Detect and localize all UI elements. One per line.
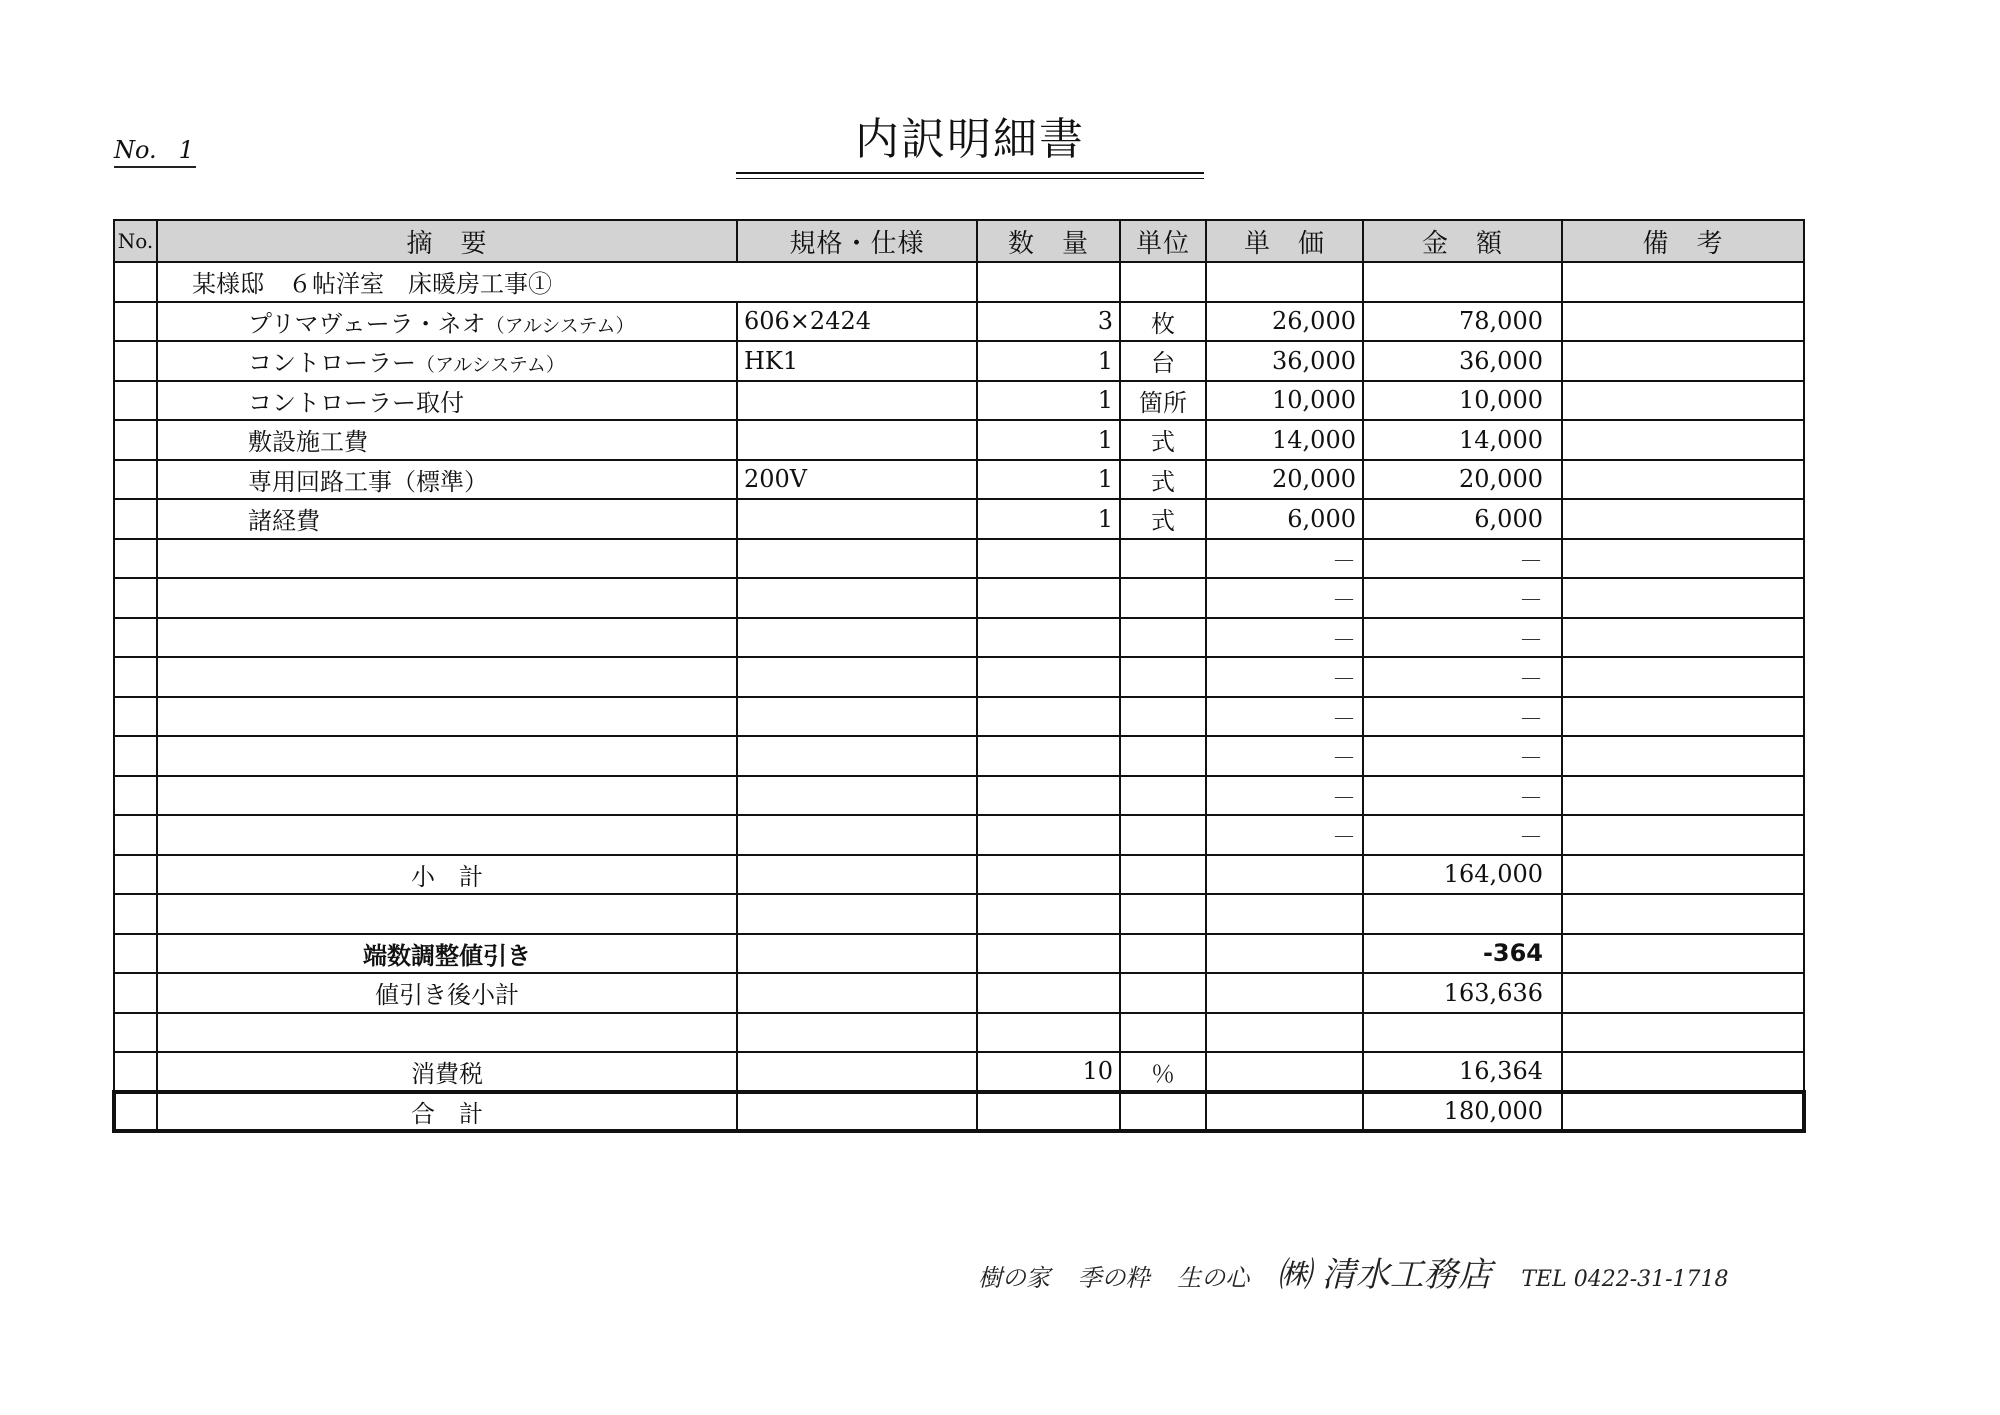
cell-summary: [157, 894, 737, 934]
cell-amount: [1363, 894, 1562, 934]
cell-remarks: [1562, 1052, 1804, 1092]
blank-row: [114, 657, 1804, 697]
cell-unit: [1120, 697, 1206, 737]
item-name: [157, 460, 737, 500]
cell-unit: [1120, 1092, 1206, 1132]
cell-price: [1206, 855, 1363, 895]
item-unit: 式: [1120, 499, 1206, 539]
cell-remarks: [1562, 815, 1804, 855]
cell-qty: [977, 934, 1120, 974]
cell-summary: [157, 657, 737, 697]
blank-amount: －: [1363, 618, 1562, 658]
footer-motto-1: 樹の家: [978, 1264, 1050, 1292]
header-row: [114, 220, 1804, 262]
cell-no: [114, 1052, 157, 1092]
cell-remarks: [1562, 697, 1804, 737]
cell-qty: [977, 973, 1120, 1013]
cell-no: [114, 618, 157, 658]
item-remarks: [1562, 420, 1804, 460]
cell-unit: [1120, 618, 1206, 658]
item-name-text: コントローラー: [248, 349, 416, 378]
item-spec: 606×2424: [737, 302, 977, 342]
cell-summary: [157, 618, 737, 658]
cell-remarks: [1562, 1013, 1804, 1053]
blank-amount: －: [1363, 815, 1562, 855]
company-name: ㈱ 清水工務店: [1276, 1255, 1492, 1295]
item-amount: 14,000: [1363, 420, 1562, 460]
cell-no: [114, 381, 157, 421]
item-unit: 台: [1120, 341, 1206, 381]
blank-unit-price: －: [1206, 736, 1363, 776]
item-qty: 1: [977, 420, 1120, 460]
cell-unit: [1120, 657, 1206, 697]
cell-no: [114, 855, 157, 895]
item-name: [157, 420, 737, 460]
blank-row: [114, 618, 1804, 658]
cell-qty: [977, 618, 1120, 658]
cell-qty: [977, 262, 1120, 302]
cell-price: [1206, 934, 1363, 974]
item-qty: 1: [977, 460, 1120, 500]
blank-row: [114, 539, 1804, 579]
table-row: [114, 381, 1804, 421]
item-amount: 78,000: [1363, 302, 1562, 342]
tax-rate: 10: [977, 1052, 1120, 1092]
blank-unit-price: －: [1206, 697, 1363, 737]
title-underline-thin: [736, 178, 1204, 179]
cell-spec: [737, 657, 977, 697]
item-qty: 1: [977, 341, 1120, 381]
cell-no: [114, 499, 157, 539]
subtotal-row: [114, 855, 1804, 895]
cell-spec: [737, 776, 977, 816]
cell-unit: [1120, 815, 1206, 855]
cell-summary: [157, 736, 737, 776]
blank-row: [114, 776, 1804, 816]
breakdown-table: [112, 219, 1806, 1133]
blank-amount: －: [1363, 539, 1562, 579]
footer-motto-2: 季の粋: [1077, 1264, 1150, 1292]
cell-unit: [1120, 973, 1206, 1013]
item-name: [157, 302, 737, 342]
item-name: [157, 341, 737, 381]
cell-no: [114, 776, 157, 816]
empty-row: [114, 894, 1804, 934]
cell-qty: [977, 776, 1120, 816]
tax-amount: 16,364: [1363, 1052, 1562, 1092]
table-row: [114, 302, 1804, 342]
cell-unit: [1120, 776, 1206, 816]
cell-price: [1206, 1013, 1363, 1053]
cell-unit: [1120, 262, 1206, 302]
cell-unit: [1120, 855, 1206, 895]
cell-no: [114, 657, 157, 697]
subtotal-label: 小 計: [157, 855, 737, 895]
blank-amount: －: [1363, 697, 1562, 737]
cell-remarks: [1562, 855, 1804, 895]
after-discount-row: [114, 973, 1804, 1013]
item-unit: 式: [1120, 420, 1206, 460]
cell-summary: [157, 578, 737, 618]
cell-qty: [977, 697, 1120, 737]
item-name-text: 敷設施工費: [248, 428, 368, 457]
cell-unit: [1120, 736, 1206, 776]
blank-amount: －: [1363, 776, 1562, 816]
blank-unit-price: －: [1206, 618, 1363, 658]
cell-qty: [977, 815, 1120, 855]
cell-price: [1206, 262, 1363, 302]
blank-amount: －: [1363, 578, 1562, 618]
cell-unit: [1120, 1013, 1206, 1053]
item-maker: （アルシステム）: [416, 354, 565, 377]
item-spec: [737, 420, 977, 460]
cell-remarks: [1562, 934, 1804, 974]
section-title: 某様邸 ６帖洋室 床暖房工事①: [157, 262, 977, 302]
cell-no: [114, 815, 157, 855]
discount-amount: -364: [1363, 934, 1562, 974]
total-row: [114, 1092, 1804, 1132]
cell-spec: [737, 815, 977, 855]
cell-qty: [977, 578, 1120, 618]
blank-unit-price: －: [1206, 776, 1363, 816]
cell-spec: [737, 1092, 977, 1132]
blank-row: [114, 578, 1804, 618]
cell-qty: [977, 657, 1120, 697]
item-unit: 箇所: [1120, 381, 1206, 421]
cell-amount: [1363, 1013, 1562, 1053]
header-spec: 規格・仕様: [737, 220, 977, 262]
cell-no: [114, 341, 157, 381]
blank-row: [114, 697, 1804, 737]
cell-qty: [977, 1092, 1120, 1132]
company-tel: TEL 0422-31-1718: [1521, 1267, 1729, 1292]
header-unit-price: 単 価: [1206, 220, 1363, 262]
cell-no: [114, 578, 157, 618]
cell-no: [114, 934, 157, 974]
company-footer: [978, 1247, 1729, 1296]
cell-no: [114, 539, 157, 579]
cell-unit: [1120, 894, 1206, 934]
cell-no: [114, 736, 157, 776]
cell-remarks: [1562, 894, 1804, 934]
item-unit: 式: [1120, 460, 1206, 500]
cell-no: [114, 420, 157, 460]
item-remarks: [1562, 341, 1804, 381]
item-spec: [737, 381, 977, 421]
cell-qty: [977, 1013, 1120, 1053]
tax-label: 消費税: [157, 1052, 737, 1092]
cell-spec: [737, 578, 977, 618]
item-remarks: [1562, 302, 1804, 342]
cell-qty: [977, 894, 1120, 934]
footer-motto-3: 生の心: [1177, 1264, 1250, 1292]
header-summary: 摘 要: [157, 220, 737, 262]
document-number-label: No.: [114, 136, 157, 164]
cell-remarks: [1562, 973, 1804, 1013]
cell-remarks: [1562, 1092, 1804, 1132]
cell-remarks: [1562, 657, 1804, 697]
after-discount-label: 値引き後小計: [157, 973, 737, 1013]
item-unit-price: 20,000: [1206, 460, 1363, 500]
total-amount: 180,000: [1363, 1092, 1562, 1132]
tax-unit: ％: [1120, 1052, 1206, 1092]
item-amount: 6,000: [1363, 499, 1562, 539]
cell-unit: [1120, 539, 1206, 579]
cell-qty: [977, 539, 1120, 579]
item-unit-price: 10,000: [1206, 381, 1363, 421]
item-qty: 1: [977, 499, 1120, 539]
document-title: 内訳明細書: [855, 114, 1085, 165]
cell-spec: [737, 1052, 977, 1092]
document-number: [114, 136, 196, 168]
item-spec: 200V: [737, 460, 977, 500]
header-no: No.: [114, 220, 157, 262]
discount-row: [114, 934, 1804, 974]
item-name-text: コントローラー取付: [248, 388, 464, 417]
header-remarks: 備 考: [1562, 220, 1804, 262]
total-label: 合 計: [157, 1092, 737, 1132]
document-title-block: [736, 112, 1204, 179]
item-name: [157, 381, 737, 421]
item-spec: [737, 499, 977, 539]
cell-price: [1206, 894, 1363, 934]
item-amount: 20,000: [1363, 460, 1562, 500]
cell-price: [1206, 1052, 1363, 1092]
cell-qty: [977, 736, 1120, 776]
tax-row: [114, 1052, 1804, 1092]
item-amount: 36,000: [1363, 341, 1562, 381]
cell-amount: [1363, 262, 1562, 302]
item-unit-price: 6,000: [1206, 499, 1363, 539]
cell-no: [114, 302, 157, 342]
cell-summary: [157, 815, 737, 855]
cell-unit: [1120, 578, 1206, 618]
cell-remarks: [1562, 262, 1804, 302]
cell-no: [114, 460, 157, 500]
cell-spec: [737, 1013, 977, 1053]
item-name-text: プリマヴェーラ・ネオ: [248, 309, 486, 338]
cell-spec: [737, 934, 977, 974]
header-qty: 数 量: [977, 220, 1120, 262]
item-name: [157, 499, 737, 539]
cell-remarks: [1562, 539, 1804, 579]
cell-spec: [737, 539, 977, 579]
blank-unit-price: －: [1206, 539, 1363, 579]
discount-label: 端数調整値引き: [157, 934, 737, 974]
cell-remarks: [1562, 736, 1804, 776]
cell-spec: [737, 697, 977, 737]
cell-summary: [157, 539, 737, 579]
blank-amount: －: [1363, 736, 1562, 776]
cell-qty: [977, 855, 1120, 895]
cell-spec: [737, 894, 977, 934]
section-row: [114, 262, 1804, 302]
cell-no: [114, 1013, 157, 1053]
blank-unit-price: －: [1206, 657, 1363, 697]
item-unit: 枚: [1120, 302, 1206, 342]
item-spec: HK1: [737, 341, 977, 381]
title-underline-thick: [736, 172, 1204, 174]
cell-no: [114, 1092, 157, 1132]
cell-summary: [157, 1013, 737, 1053]
cell-summary: [157, 776, 737, 816]
cell-unit: [1120, 934, 1206, 974]
item-qty: 3: [977, 302, 1120, 342]
header-unit: 単位: [1120, 220, 1206, 262]
cell-no: [114, 894, 157, 934]
table-row: [114, 420, 1804, 460]
item-maker: （アルシステム）: [485, 314, 635, 337]
cell-remarks: [1562, 618, 1804, 658]
document-number-value: 1: [178, 136, 194, 164]
blank-unit-price: －: [1206, 815, 1363, 855]
blank-row: [114, 736, 1804, 776]
item-unit-price: 14,000: [1206, 420, 1363, 460]
item-name-text: 諸経費: [248, 507, 320, 536]
empty-row: [114, 1013, 1804, 1053]
cell-spec: [737, 618, 977, 658]
item-qty: 1: [977, 381, 1120, 421]
item-remarks: [1562, 460, 1804, 500]
subtotal-amount: 164,000: [1363, 855, 1562, 895]
table-row: [114, 341, 1804, 381]
blank-row: [114, 815, 1804, 855]
cell-price: [1206, 973, 1363, 1013]
cell-summary: [157, 697, 737, 737]
table-row: [114, 460, 1804, 500]
cell-spec: [737, 855, 977, 895]
cell-price: [1206, 1092, 1363, 1132]
table-row: [114, 499, 1804, 539]
item-name-text: 専用回路工事（標準）: [248, 467, 488, 496]
after-discount-amount: 163,636: [1363, 973, 1562, 1013]
item-unit-price: 26,000: [1206, 302, 1363, 342]
item-remarks: [1562, 499, 1804, 539]
item-unit-price: 36,000: [1206, 341, 1363, 381]
cell-spec: [737, 973, 977, 1013]
blank-amount: －: [1363, 657, 1562, 697]
item-amount: 10,000: [1363, 381, 1562, 421]
cell-no: [114, 973, 157, 1013]
cell-remarks: [1562, 776, 1804, 816]
cell-spec: [737, 736, 977, 776]
cell-no: [114, 697, 157, 737]
cell-no: [114, 262, 157, 302]
blank-unit-price: －: [1206, 578, 1363, 618]
item-remarks: [1562, 381, 1804, 421]
header-amount: 金 額: [1363, 220, 1562, 262]
cell-remarks: [1562, 578, 1804, 618]
